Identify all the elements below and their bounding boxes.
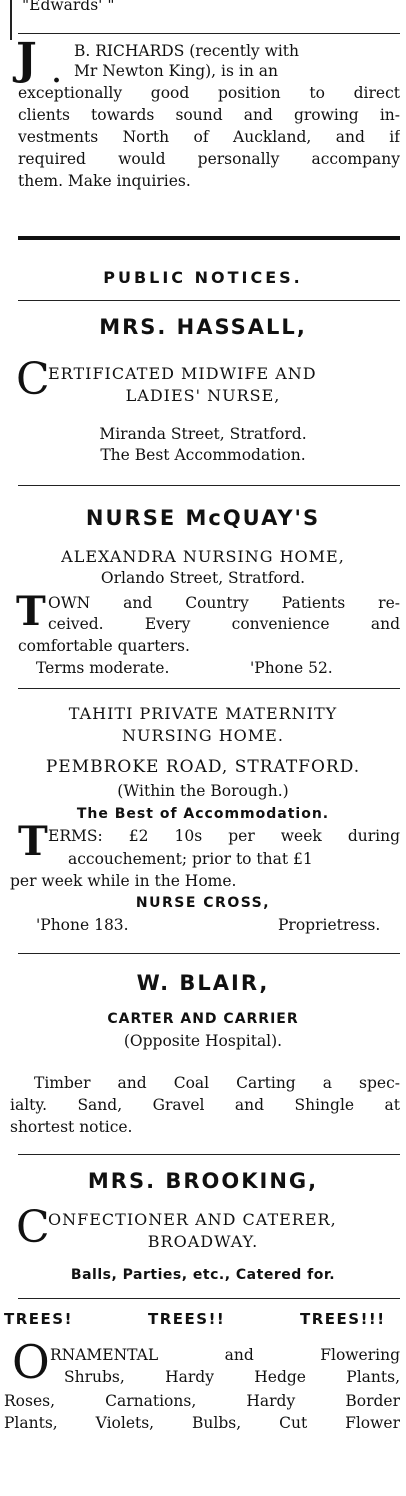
mcquay-body-1: OWN and Country Patients re- (48, 594, 400, 612)
edwards-fragment: "Edwards' " (22, 0, 115, 14)
richards-line-7: them. Make inquiries. (18, 172, 191, 190)
blair-name: W. BLAIR, (136, 974, 270, 993)
blair-body-3: shortest notice. (10, 1118, 133, 1136)
drop-cap: T (18, 818, 48, 865)
drop-cap: T (16, 588, 46, 635)
hassall-tagline: The Best Accommodation. (100, 446, 306, 464)
column-rule (10, 0, 12, 40)
richards-line-1: B. RICHARDS (recently with (74, 42, 300, 60)
mcquay-body-2: ceived. Every convenience and (48, 615, 400, 633)
hassall-name: MRS. HASSALL, (99, 318, 307, 337)
drop-cap: C (16, 1202, 50, 1253)
drop-cap: C (16, 354, 50, 405)
richards-line-5: vestments North of Auckland, and if (18, 128, 400, 146)
trees-line-1: RNAMENTAL and Flowering (50, 1346, 400, 1364)
hassall-address: Miranda Street, Stratford. (99, 425, 307, 443)
brooking-name: MRS. BROOKING, (87, 1172, 319, 1191)
tahiti-borough: (Within the Borough.) (117, 782, 289, 800)
divider (18, 953, 400, 954)
section-divider (18, 236, 400, 240)
brooking-line-2: BROADWAY. (147, 1232, 259, 1251)
tahiti-role: Proprietress. (278, 916, 381, 934)
tahiti-road: PEMBROKE ROAD, STRATFORD. (45, 758, 361, 777)
drop-cap: O (12, 1335, 50, 1389)
drop-cap: J (16, 34, 37, 85)
mcquay-phone: 'Phone 52. (250, 659, 333, 677)
divider (18, 1298, 400, 1299)
hassall-line-1: ERTIFICATED MIDWIFE AND (48, 364, 317, 383)
tahiti-title-1: TAHITI PRIVATE MATERNITY (68, 704, 338, 723)
trees-line-2: Shrubs, Hardy Hedge Plants, (64, 1368, 400, 1386)
tahiti-terms-3: per week while in the Home. (10, 872, 237, 890)
hassall-line-2: LADIES' NURSE, (125, 386, 281, 405)
tahiti-terms-1: ERMS: £2 10s per week during (48, 827, 400, 845)
richards-line-4: clients towards sound and growing in- (18, 106, 400, 124)
blair-body-1: Timber and Coal Carting a spec- (34, 1074, 400, 1092)
divider (18, 33, 400, 34)
divider (18, 688, 400, 689)
trees-line-3: Roses, Carnations, Hardy Border (4, 1392, 400, 1410)
richards-line-2: Mr Newton King), is in an (74, 62, 278, 80)
blair-opposite: (Opposite Hospital). (123, 1032, 283, 1050)
richards-line-3: exceptionally good position to direct (18, 84, 400, 102)
brooking-line-1: ONFECTIONER AND CATERER, (48, 1210, 337, 1229)
tahiti-nurse: NURSE CROSS, (135, 895, 271, 911)
divider (18, 300, 400, 301)
mcquay-street: Orlando Street, Stratford. (100, 569, 306, 587)
trees-2: TREES!! (148, 1310, 226, 1328)
trees-line-4: Plants, Violets, Bulbs, Cut Flower (4, 1414, 400, 1432)
tahiti-title-2: NURSING HOME. (122, 726, 284, 745)
blair-body-2: ialty. Sand, Gravel and Shingle at (10, 1096, 400, 1114)
tahiti-best: The Best of Accommodation. (76, 806, 330, 822)
mcquay-home: ALEXANDRA NURSING HOME, (61, 547, 345, 566)
mcquay-terms: Terms moderate. (36, 659, 170, 677)
divider (18, 485, 400, 486)
tahiti-terms-2: accouchement; prior to that £1 (68, 850, 313, 868)
mcquay-name: NURSE McQUAY'S (85, 509, 321, 528)
section-title: PUBLIC NOTICES. (103, 268, 303, 287)
divider (18, 1154, 400, 1155)
drop-cap-dot: . (52, 59, 62, 89)
mcquay-body-3: comfortable quarters. (18, 637, 190, 655)
trees-1: TREES! (4, 1310, 73, 1328)
trees-3: TREES!!! (300, 1310, 386, 1328)
richards-line-6: required would personally accompany (18, 150, 400, 168)
blair-trade: CARTER AND CARRIER (107, 1011, 299, 1027)
tahiti-phone: 'Phone 183. (36, 916, 129, 934)
brooking-balls: Balls, Parties, etc., Catered for. (70, 1267, 336, 1283)
